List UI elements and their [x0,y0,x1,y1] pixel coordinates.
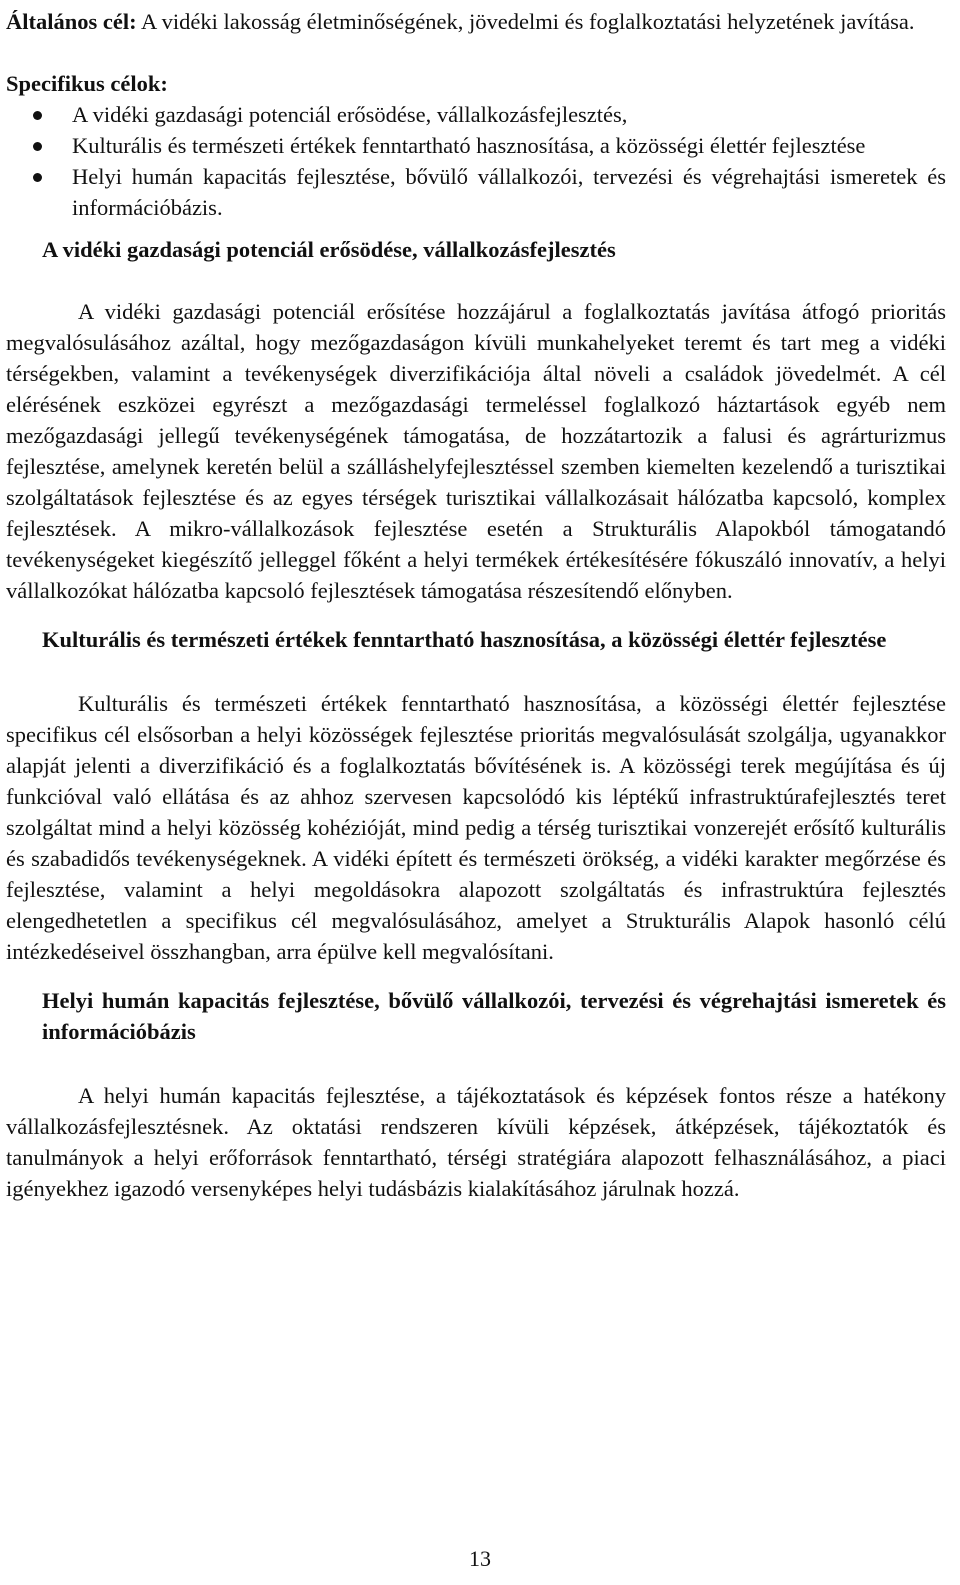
general-goal-label: Általános cél: [6,9,137,34]
specific-goal-text: Kulturális és természeti értékek fenntartható hasznosítása, a közösségi élettér fejlesztése [72,133,866,158]
specific-goal-item [6,99,946,130]
section-body: Kulturális és természeti értékek fenntartható hasznosítása, a közösségi élettér fejlesztése specifikus cél elsősorban a helyi közösségek fejlesztése prioritás megvalósulását szolgálja, ugyanakkor alapját jelenti a diverzifikáció és a foglalkoztatás bővítésének is. A közösségi terek megújítása és új funkcióval való ellátása és az ahhoz szervesen kapcsolódó kis léptékű infrastruktúrafejlesztés teret szolgáltat mind a helyi közösség kohézióját, mind pedig a térség turisztikai vonzerejét erősítő kulturális és szabadidős tevékenységeknek. A vidéki épített és természeti örökség, a vidéki karakter megőrzése és fejlesztése, valamint a helyi megoldásokra alapozott szolgáltatás és infrastruktúra fejlesztés elengedhetetlen a specifikus cél megvalósulásához, amelyet a Strukturális Alapok hasonló célú intézkedéseivel összhangban, arra épülve kell megvalósítani. [6,691,946,964]
specific-goals-list [6,99,946,223]
specific-goal-text: A vidéki gazdasági potenciál erősödése, vállalkozásfejlesztés, [72,102,628,127]
bullet-icon [33,111,42,120]
general-goal-text: A vidéki lakosság életminőségének, jövedelmi és foglalkoztatási helyzetének javítása. [136,9,915,34]
specific-goal-text: Helyi humán kapacitás fejlesztése, bővülő vállalkozói, tervezési és végrehajtási ismeretek és információbázis. [72,164,946,220]
specific-goal-item [6,161,946,223]
section-body: A vidéki gazdasági potenciál erősítése hozzájárul a foglalkoztatás javítása átfogó prioritás megvalósulásához azáltal, hogy mezőgazdaságon kívüli munkahelyeket teremt és tart meg a vidéki térségekben, valamint a tevékenységek diverzifikációja által növeli a családok jövedelmét. A cél elérésének eszközei egyrészt a mezőgazdasági termeléssel foglalkozó háztartások egyéb nem mezőgazdasági jellegű tevékenységének támogatása, de hozzátartozik a falusi és agrárturizmus fejlesztése, amelynek keretén belül a szálláshelyfejlesztéssel szemben kiemelten kezelendő a turisztikai szolgáltatások fejlesztése és az egyes térségek turisztikai vállalkozásait hálózatba kapcsoló, komplex fejlesztések. A mikro-vállalkozások fejlesztése esetén a Strukturális Alapokból támogatandó tevékenységeket kiegészítő jelleggel főként a helyi termékek értékesítésére fókuszáló innovatív, a helyi vállalkozókat hálózatba kapcsoló fejlesztések támogatása részesítendő előnyben. [6,299,946,603]
section-heading: Helyi humán kapacitás fejlesztése, bővülő vállalkozói, tervezési és végrehajtási ismeretek és információbázis [42,988,946,1044]
section-heading: Kulturális és természeti értékek fenntartható hasznosítása, a közösségi élettér fejlesztése [42,627,887,652]
page-number: 13 [469,1546,491,1571]
general-goal [6,0,946,37]
section-heading: A vidéki gazdasági potenciál erősödése, vállalkozásfejlesztés [42,237,616,262]
bullet-icon [33,142,42,151]
section-body: A helyi humán kapacitás fejlesztése, a tájékoztatások és képzések fontos része a hatékony vállalkozásfejlesztésnek. Az oktatási rendszeren kívüli képzések, átképzések, tájékoztatók és tanulmányok a helyi erőforrások fenntartható, térségi stratégiára alapozott felhasználásához, a piaci igényekhez igazodó versenyképes helyi tudásbázis kialakításához járulnak hozzá. [6,1083,946,1201]
document-page [6,0,946,1204]
specific-goals-title: Specifikus célok: [6,71,168,96]
specific-goal-item [6,130,946,161]
bullet-icon [33,173,42,182]
